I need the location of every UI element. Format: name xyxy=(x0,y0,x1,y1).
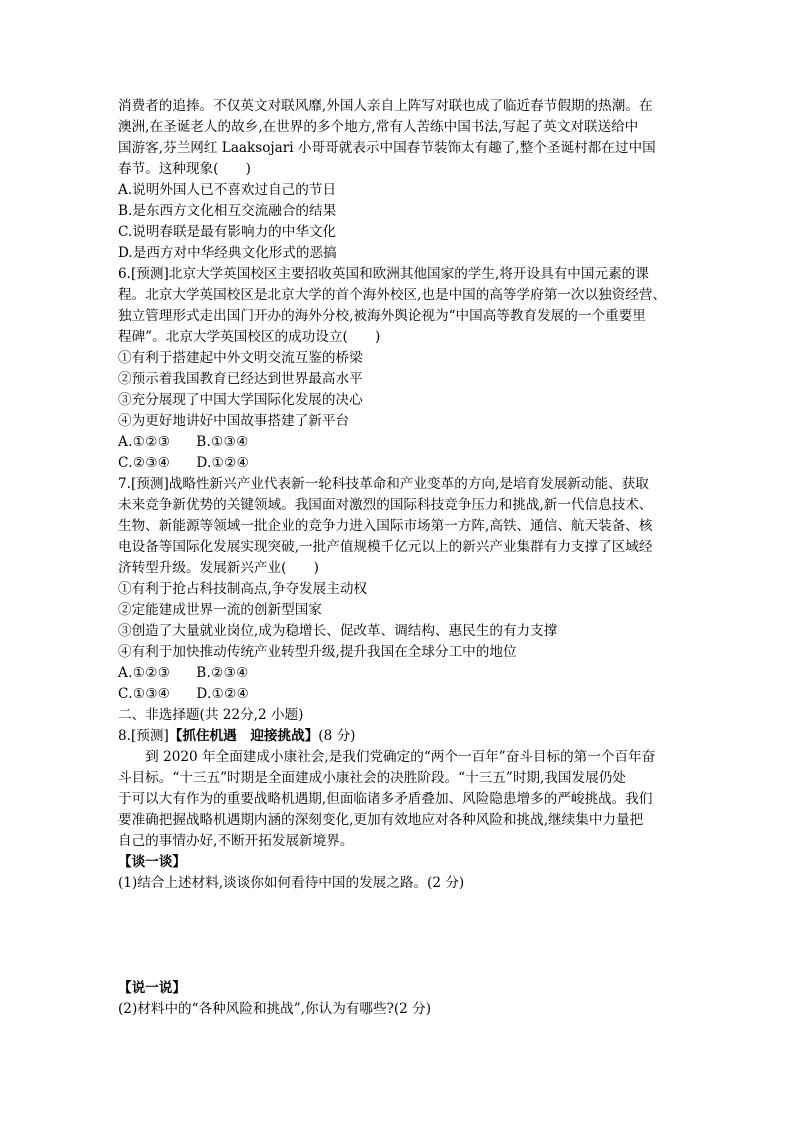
q8-part1-heading: 【谈一谈】 xyxy=(118,854,186,870)
q8-material-line: 自己的事情办好,不断开拓发展新境界。 xyxy=(118,833,354,849)
q6-stem-line: 独立管理形式走出国门开办的海外分校,被海外舆论视为“中国高等教育发展的一个重要里 xyxy=(118,308,646,324)
q8-title-score: (8 分) xyxy=(318,728,356,744)
q8-material-line: 斗目标。“十三五”时期是全面建成小康社会的决胜阶段。“十三五”时期,我国发展仍处 xyxy=(118,770,626,786)
q8-material-line: 到 2020 年全面建成小康社会,是我们党确定的“两个一百年”奋斗目标的第一个百年奋 xyxy=(118,749,656,765)
q7-option-c: C.①③④ xyxy=(118,686,171,702)
q7-stem-line: 济转型升级。发展新兴产业( ) xyxy=(118,560,319,576)
section-heading: 二、非选择题(共 22分,2 小题) xyxy=(118,707,304,723)
q5-stem-line: 澳洲,在圣诞老人的故乡,在世界的多个地方,常有人苦练中国书法,写起了英文对联送给中 xyxy=(118,119,639,135)
q8-material-line: 要准确把握战略机遇期内涵的深刻变化,更加有效地应对各种风险和挑战,继续集中力量把 xyxy=(118,812,644,828)
q7-statement-2: ②定能建成世界一流的创新型国家 xyxy=(118,602,322,618)
q7-stem-line: 未来竞争新优势的关键领域。我国面对激烈的国际科技竞争压力和挑战,新一代信息技术、 xyxy=(118,497,653,513)
q7-stem-line: 7.[预测]战略性新兴产业代表新一轮科技革命和产业变革的方向,是培育发展新动能、获取 xyxy=(118,476,649,492)
q7-stem-line: 生物、新能源等领域一批企业的竞争力进入国际市场第一方阵,高铁、通信、航天装备、核 xyxy=(118,518,653,534)
q5-stem-line: 国游客,芬兰网红 Laaksojari 小哥哥就表示中国春节装饰太有趣了,整个圣诞村都在过中国 xyxy=(118,140,656,156)
q6-stem-line: 程。北京大学英国校区是北京大学的首个海外校区,也是中国的高等学府第一次以独资经营、 xyxy=(118,287,667,303)
q6-option-d: D.①②④ xyxy=(196,455,250,471)
q6-statement-1: ①有利于搭建起中外文明交流互鉴的桥梁 xyxy=(118,350,363,366)
q8-title xyxy=(118,726,355,746)
q6-stem-line: 程碑”。北京大学英国校区的成功设立( ) xyxy=(118,329,381,345)
q8-title-topic: 【抓住机遇 迎接挑战】 xyxy=(168,728,319,744)
q6-option-a: A.①②③ xyxy=(118,434,171,450)
q7-option-a: A.①②③ xyxy=(118,665,171,681)
q7-options-row xyxy=(118,684,249,704)
q6-option-b: B.①③④ xyxy=(196,434,249,450)
q5-option-c: C.说明春联是最有影响力的中华文化 xyxy=(118,224,337,240)
q6-statement-3: ③充分展现了中国大学国际化发展的决心 xyxy=(118,392,363,408)
q7-option-b: B.②③④ xyxy=(196,665,249,681)
q6-statement-2: ②预示着我国教育已经达到世界最高水平 xyxy=(118,371,363,387)
q7-options-row xyxy=(118,663,249,683)
q7-stem-line: 电设备等国际化发展实现突破,一批产值规模千亿元以上的新兴产业集群有力支撑了区域经 xyxy=(118,539,653,555)
q8-part2-heading: 【说一说】 xyxy=(118,980,186,996)
q8-part1-question: (1)结合上述材料,谈谈你如何看待中国的发展之路。(2 分) xyxy=(118,875,465,891)
q7-statement-1: ①有利于抢占科技制高点,争夺发展主动权 xyxy=(118,581,368,597)
q6-option-c: C.②③④ xyxy=(118,455,171,471)
q7-statement-4: ④有利于加快推动传统产业转型升级,提升我国在全球分工中的地位 xyxy=(118,644,517,660)
q5-stem-line: 消费者的追捧。不仅英文对联风靡,外国人亲自上阵写对联也成了临近春节假期的热潮。在 xyxy=(118,98,653,114)
q7-option-d: D.①②④ xyxy=(196,686,250,702)
q7-statement-3: ③创造了大量就业岗位,成为稳增长、促改革、调结构、惠民生的有力支撑 xyxy=(118,623,558,639)
q5-option-a: A.说明外国人已不喜欢过自己的节日 xyxy=(118,182,337,198)
q8-title-prefix: 8.[预测] xyxy=(118,728,169,744)
q5-stem-line: 春节。这种现象( ) xyxy=(118,161,251,177)
q5-option-b: B.是东西方文化相互交流融合的结果 xyxy=(118,203,337,219)
q6-stem-line: 6.[预测]北京大学英国校区主要招收英国和欧洲其他国家的学生,将开设具有中国元素的课 xyxy=(118,266,649,282)
q6-options-row xyxy=(118,432,249,452)
q5-option-d: D.是西方对中华经典文化形式的恶搞 xyxy=(118,245,337,261)
q6-statement-4: ④为更好地讲好中国故事搭建了新平台 xyxy=(118,413,350,429)
q8-material-line: 于可以大有作为的重要战略机遇期,但面临诸多矛盾叠加、风险隐患增多的严峻挑战。我们 xyxy=(118,791,653,807)
q6-options-row xyxy=(118,453,249,473)
q8-part2-question: (2)材料中的“各种风险和挑战”,你认为有哪些?(2 分) xyxy=(118,1001,432,1017)
